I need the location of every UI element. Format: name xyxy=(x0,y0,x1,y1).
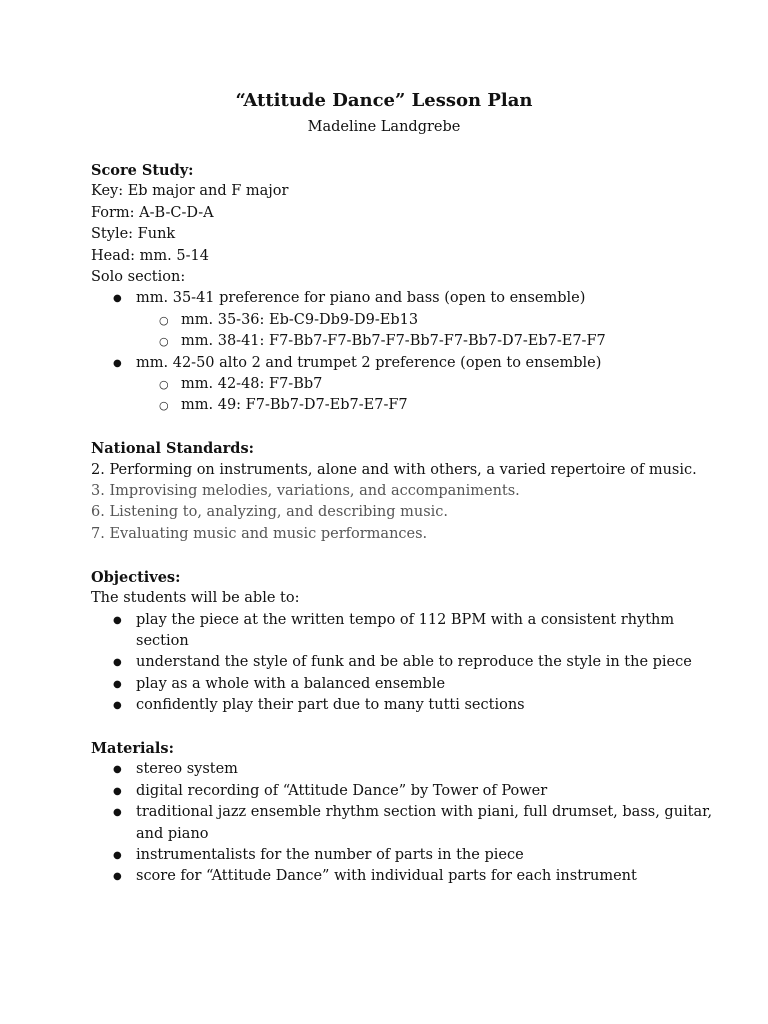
objectives-heading: Objectives: xyxy=(91,568,181,586)
list-item: ● instrumentalists for the number of parts in the piece xyxy=(91,845,731,866)
list-item: ● score for “Attitude Dance” with individual parts for each instrument xyxy=(91,866,731,887)
document-body xyxy=(91,160,731,888)
standard-item: 6. Listening to, analyzing, and describing music. xyxy=(91,504,449,521)
list-item: ● digital recording of “Attitude Dance” by Tower of Power xyxy=(91,781,731,802)
list-item: ● confidently play their part due to many tutti sections xyxy=(91,695,731,716)
form-line: Form: A-B-C-D-A xyxy=(91,204,214,221)
sub-list-item: ○ mm. 38-41: F7-Bb7-F7-Bb7-F7-Bb7-F7-Bb7-D7-Eb7-E7-F7 xyxy=(91,331,731,352)
standard-item: 7. Evaluating music and music performances. xyxy=(91,525,428,542)
sub-list-item: ○ mm. 49: F7-Bb7-D7-Eb7-E7-F7 xyxy=(91,395,731,416)
list-item: ● traditional jazz ensemble rhythm section with piani, full drumset, bass, guitar, and piano xyxy=(91,802,731,845)
head-line: Head: mm. 5-14 xyxy=(91,247,209,264)
list-item: ● stereo system xyxy=(91,759,731,780)
list-item: ● understand the style of funk and be able to reproduce the style in the piece xyxy=(91,652,731,673)
objectives-list xyxy=(91,610,731,717)
materials-list xyxy=(91,759,731,887)
materials-heading: Materials: xyxy=(91,739,174,757)
list-item: ● play the piece at the written tempo of 112 BPM with a consistent rhythm section xyxy=(91,610,731,653)
objectives-intro: The students will be able to: xyxy=(91,590,300,607)
sub-list-item: ○ mm. 35-36: Eb-C9-Db9-D9-Eb13 xyxy=(91,310,731,331)
national-standards-heading: National Standards: xyxy=(91,440,254,458)
list-item: ● play as a whole with a balanced ensemble xyxy=(91,674,731,695)
score-study-heading: Score Study: xyxy=(91,162,194,179)
author-name: Madeline Landgrebe xyxy=(307,119,461,135)
solo-section-label: Solo section: xyxy=(91,269,186,286)
standard-item: 2. Performing on instruments, alone and with others, a varied repertoire of music. xyxy=(91,461,697,478)
list-item: ● mm. 35-41 preference for piano and bass (open to ensemble) xyxy=(91,288,731,309)
key-line: Key: Eb major and F major xyxy=(91,183,289,200)
sub-list-item: ○ mm. 42-48: F7-Bb7 xyxy=(91,374,731,395)
list-item: ● mm. 42-50 alto 2 and trumpet 2 preference (open to ensemble) xyxy=(91,353,731,374)
page-title: “Attitude Dance” Lesson Plan xyxy=(235,90,533,111)
solo-list xyxy=(91,288,731,416)
standard-item: 3. Improvising melodies, variations, and accompaniments. xyxy=(91,483,520,500)
style-line: Style: Funk xyxy=(91,226,176,243)
